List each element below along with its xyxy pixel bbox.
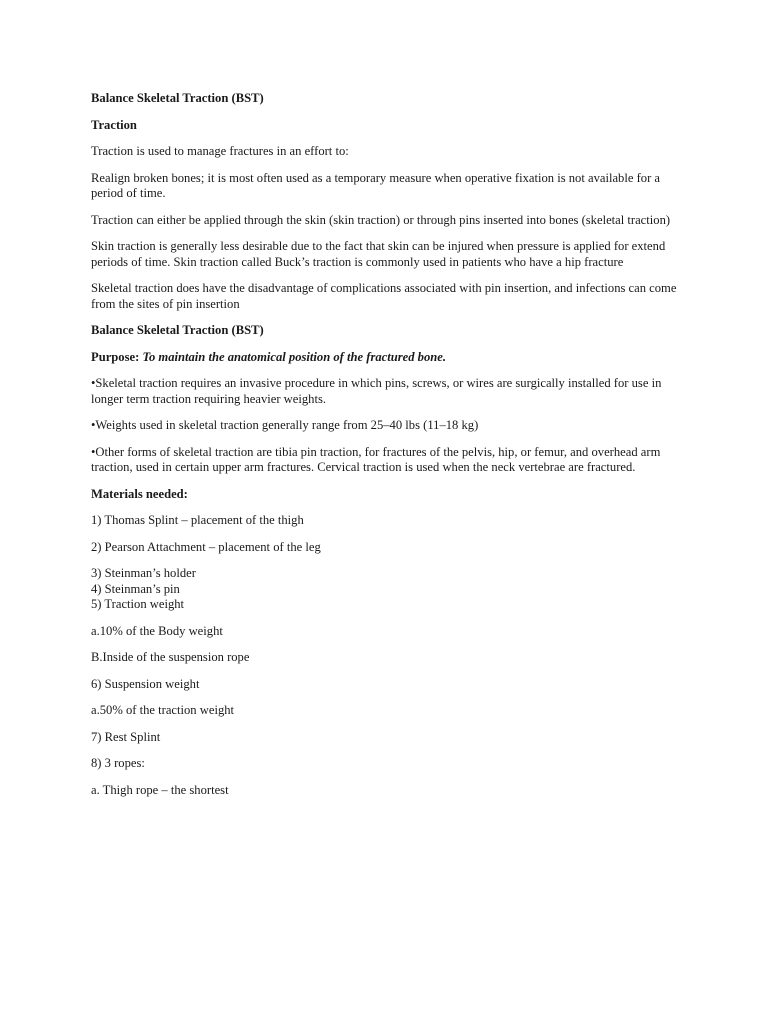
- bullet-other-forms: •Other forms of skeletal traction are tibia pin traction, for fractures of the pelvis, hip, or femur, and overhead arm traction, used in certain upper arm fractures. Cervical traction is used when the neck vertebrae are fractured.: [91, 444, 661, 474]
- purpose-line: [91, 350, 681, 366]
- paragraph-realign: Realign broken bones; it is most often used as a temporary measure when operative fixation is not available for a period of time.: [91, 170, 661, 200]
- bullet-invasive: •Skeletal traction requires an invasive procedure in which pins, screws, or wires are surgically installed for use in longer term traction requiring heavier weights.: [91, 376, 662, 406]
- paragraph-skeletal-traction: Skeletal traction does have the disadvantage of complications associated with pin insertion, and infections can come from the sites of pin insertion: [91, 281, 677, 311]
- paragraph-skin-traction: Skin traction is generally less desirable due to the fact that skin can be injured when pressure is applied for extend periods of time. Skin traction called Buck’s traction is commonly used in patients who have a hip fracture: [91, 239, 666, 269]
- document-title: Balance Skeletal Traction (BST): [91, 91, 264, 105]
- bullet-weights: •Weights used in skeletal traction generally range from 25–40 lbs (11–18 kg): [91, 418, 479, 432]
- section-heading-materials: Materials needed:: [91, 486, 188, 501]
- list-item: 3) Steinman’s holder: [91, 566, 196, 580]
- list-item: 8) 3 ropes:: [91, 756, 145, 770]
- purpose-text: To maintain the anatomical position of the fractured bone.: [142, 349, 447, 364]
- list-item: 5) Traction weight: [91, 597, 185, 611]
- paragraph-applied: Traction can either be applied through the skin (skin traction) or through pins inserted into bones (skeletal traction): [91, 212, 671, 227]
- list-item: 1) Thomas Splint – placement of the thigh: [91, 513, 304, 527]
- section-heading-traction: Traction: [91, 117, 137, 132]
- list-item: 6) Suspension weight: [91, 676, 200, 691]
- list-item: B.Inside of the suspension rope: [91, 650, 250, 664]
- purpose-label: Purpose:: [91, 349, 140, 364]
- list-item: a. Thigh rope – the shortest: [91, 782, 229, 797]
- list-item: 4) Steinman’s pin: [91, 581, 180, 596]
- paragraph-intro: Traction is used to manage fractures in an effort to:: [91, 144, 349, 158]
- list-item: 7) Rest Splint: [91, 729, 161, 744]
- list-item: a.50% of the traction weight: [91, 703, 235, 717]
- section-heading-bst: Balance Skeletal Traction (BST): [91, 323, 264, 337]
- list-item: 2) Pearson Attachment – placement of the leg: [91, 539, 321, 554]
- list-item: a.10% of the Body weight: [91, 623, 223, 638]
- document-page: [91, 91, 681, 809]
